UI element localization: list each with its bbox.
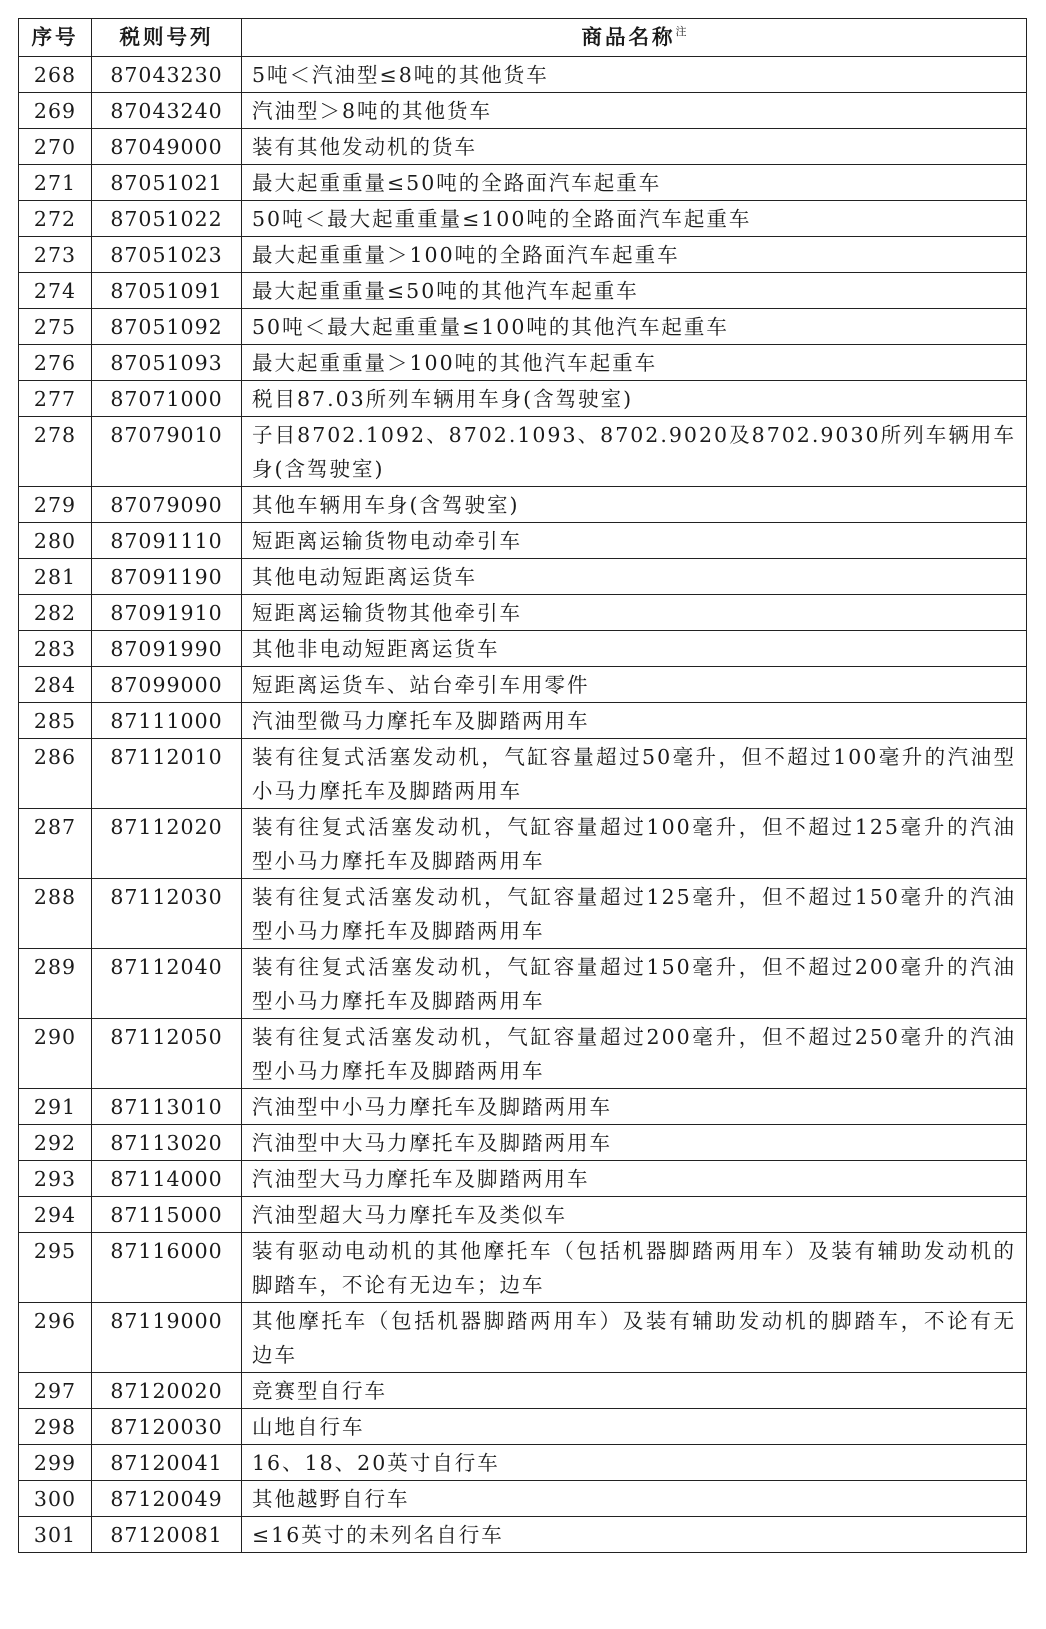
cell-product-name: 短距离运输货物其他牵引车 — [242, 595, 1027, 631]
cell-tariff-code: 87091910 — [92, 595, 242, 631]
cell-seq: 269 — [19, 93, 92, 129]
header-row — [19, 19, 1027, 57]
cell-tariff-code: 87113020 — [92, 1125, 242, 1161]
cell-product-name: 短距离运货车、站台牵引车用零件 — [242, 667, 1027, 703]
cell-seq: 286 — [19, 739, 92, 809]
cell-product-name: 装有往复式活塞发动机，气缸容量超过100毫升，但不超过125毫升的汽油型小马力摩托车及脚踏两用车 — [242, 809, 1027, 879]
table-row — [19, 237, 1027, 273]
table-row — [19, 1019, 1027, 1089]
table-row — [19, 523, 1027, 559]
cell-tariff-code: 87049000 — [92, 129, 242, 165]
table-row — [19, 879, 1027, 949]
table-row — [19, 309, 1027, 345]
cell-seq: 271 — [19, 165, 92, 201]
cell-tariff-code: 87120020 — [92, 1373, 242, 1409]
cell-product-name: 装有往复式活塞发动机，气缸容量超过125毫升，但不超过150毫升的汽油型小马力摩托车及脚踏两用车 — [242, 879, 1027, 949]
cell-tariff-code: 87120081 — [92, 1517, 242, 1553]
table-row — [19, 345, 1027, 381]
table-row — [19, 595, 1027, 631]
cell-seq: 281 — [19, 559, 92, 595]
cell-seq: 298 — [19, 1409, 92, 1445]
cell-tariff-code: 87079090 — [92, 487, 242, 523]
table-row — [19, 809, 1027, 879]
cell-seq: 284 — [19, 667, 92, 703]
cell-seq: 299 — [19, 1445, 92, 1481]
cell-product-name: 短距离运输货物电动牵引车 — [242, 523, 1027, 559]
cell-seq: 279 — [19, 487, 92, 523]
header-name-label: 商品名称 — [581, 25, 676, 49]
cell-seq: 293 — [19, 1161, 92, 1197]
table-row — [19, 1303, 1027, 1373]
cell-tariff-code: 87091110 — [92, 523, 242, 559]
cell-tariff-code: 87043230 — [92, 57, 242, 93]
cell-tariff-code: 87111000 — [92, 703, 242, 739]
cell-seq: 292 — [19, 1125, 92, 1161]
cell-seq: 297 — [19, 1373, 92, 1409]
cell-seq: 276 — [19, 345, 92, 381]
cell-tariff-code: 87115000 — [92, 1197, 242, 1233]
cell-seq: 287 — [19, 809, 92, 879]
table-row — [19, 1373, 1027, 1409]
table-row — [19, 703, 1027, 739]
table-row — [19, 559, 1027, 595]
table-row — [19, 1517, 1027, 1553]
cell-tariff-code: 87051021 — [92, 165, 242, 201]
cell-tariff-code: 87114000 — [92, 1161, 242, 1197]
cell-product-name: 50吨＜最大起重重量≤100吨的其他汽车起重车 — [242, 309, 1027, 345]
cell-product-name: 装有往复式活塞发动机，气缸容量超过50毫升，但不超过100毫升的汽油型小马力摩托车及脚踏两用车 — [242, 739, 1027, 809]
table-body — [19, 57, 1027, 1553]
cell-product-name: 装有其他发动机的货车 — [242, 129, 1027, 165]
table-row — [19, 1233, 1027, 1303]
cell-product-name: 最大起重重量＞100吨的其他汽车起重车 — [242, 345, 1027, 381]
table-row — [19, 381, 1027, 417]
table-row — [19, 1125, 1027, 1161]
cell-tariff-code: 87043240 — [92, 93, 242, 129]
cell-product-name: 税目87.03所列车辆用车身(含驾驶室) — [242, 381, 1027, 417]
cell-tariff-code: 87119000 — [92, 1303, 242, 1373]
cell-product-name: 汽油型大马力摩托车及脚踏两用车 — [242, 1161, 1027, 1197]
cell-product-name: 竞赛型自行车 — [242, 1373, 1027, 1409]
cell-tariff-code: 87091990 — [92, 631, 242, 667]
cell-product-name: 汽油型＞8吨的其他货车 — [242, 93, 1027, 129]
cell-seq: 301 — [19, 1517, 92, 1553]
cell-product-name: 50吨＜最大起重重量≤100吨的全路面汽车起重车 — [242, 201, 1027, 237]
cell-product-name: 汽油型微马力摩托车及脚踏两用车 — [242, 703, 1027, 739]
cell-tariff-code: 87112030 — [92, 879, 242, 949]
cell-tariff-code: 87051023 — [92, 237, 242, 273]
cell-seq: 282 — [19, 595, 92, 631]
cell-seq: 289 — [19, 949, 92, 1019]
cell-product-name: 最大起重重量＞100吨的全路面汽车起重车 — [242, 237, 1027, 273]
cell-seq: 270 — [19, 129, 92, 165]
cell-product-name: 最大起重重量≤50吨的全路面汽车起重车 — [242, 165, 1027, 201]
cell-seq: 280 — [19, 523, 92, 559]
cell-seq: 300 — [19, 1481, 92, 1517]
cell-tariff-code: 87051092 — [92, 309, 242, 345]
cell-seq: 274 — [19, 273, 92, 309]
cell-product-name: 5吨＜汽油型≤8吨的其他货车 — [242, 57, 1027, 93]
cell-seq: 277 — [19, 381, 92, 417]
header-name — [242, 19, 1027, 57]
table-row — [19, 1197, 1027, 1233]
table-row — [19, 1445, 1027, 1481]
cell-seq: 291 — [19, 1089, 92, 1125]
table-row — [19, 93, 1027, 129]
table-row — [19, 667, 1027, 703]
cell-seq: 283 — [19, 631, 92, 667]
table-row — [19, 631, 1027, 667]
cell-tariff-code: 87051022 — [92, 201, 242, 237]
cell-tariff-code: 87120049 — [92, 1481, 242, 1517]
cell-tariff-code: 87113010 — [92, 1089, 242, 1125]
cell-tariff-code: 87099000 — [92, 667, 242, 703]
cell-product-name: 其他摩托车（包括机器脚踏两用车）及装有辅助发动机的脚踏车，不论有无边车 — [242, 1303, 1027, 1373]
table-row — [19, 165, 1027, 201]
tariff-table — [18, 18, 1027, 1553]
cell-product-name: 汽油型超大马力摩托车及类似车 — [242, 1197, 1027, 1233]
cell-product-name: 其他电动短距离运货车 — [242, 559, 1027, 595]
cell-seq: 285 — [19, 703, 92, 739]
cell-tariff-code: 87120030 — [92, 1409, 242, 1445]
table-row — [19, 1409, 1027, 1445]
cell-tariff-code: 87112040 — [92, 949, 242, 1019]
cell-product-name: 其他车辆用车身(含驾驶室) — [242, 487, 1027, 523]
table-row — [19, 57, 1027, 93]
table-row — [19, 1089, 1027, 1125]
cell-tariff-code: 87112020 — [92, 809, 242, 879]
cell-product-name: 装有往复式活塞发动机，气缸容量超过200毫升，但不超过250毫升的汽油型小马力摩托车及脚踏两用车 — [242, 1019, 1027, 1089]
cell-seq: 275 — [19, 309, 92, 345]
cell-product-name: 汽油型中小马力摩托车及脚踏两用车 — [242, 1089, 1027, 1125]
cell-tariff-code: 87116000 — [92, 1233, 242, 1303]
table-row — [19, 1481, 1027, 1517]
cell-tariff-code: 87051091 — [92, 273, 242, 309]
cell-seq: 272 — [19, 201, 92, 237]
table-row — [19, 949, 1027, 1019]
table-row — [19, 739, 1027, 809]
header-seq: 序号 — [19, 19, 92, 57]
cell-tariff-code: 87071000 — [92, 381, 242, 417]
cell-seq: 290 — [19, 1019, 92, 1089]
cell-tariff-code: 87051093 — [92, 345, 242, 381]
cell-product-name: 最大起重重量≤50吨的其他汽车起重车 — [242, 273, 1027, 309]
table-row — [19, 1161, 1027, 1197]
cell-tariff-code: 87120041 — [92, 1445, 242, 1481]
cell-product-name: 山地自行车 — [242, 1409, 1027, 1445]
cell-tariff-code: 87091190 — [92, 559, 242, 595]
table-header — [19, 19, 1027, 57]
cell-seq: 288 — [19, 879, 92, 949]
cell-seq: 273 — [19, 237, 92, 273]
cell-seq: 268 — [19, 57, 92, 93]
cell-seq: 296 — [19, 1303, 92, 1373]
cell-seq: 295 — [19, 1233, 92, 1303]
table-row — [19, 417, 1027, 487]
table-row — [19, 487, 1027, 523]
table-row — [19, 129, 1027, 165]
cell-seq: 294 — [19, 1197, 92, 1233]
cell-seq: 278 — [19, 417, 92, 487]
table-row — [19, 201, 1027, 237]
cell-product-name: 装有往复式活塞发动机，气缸容量超过150毫升，但不超过200毫升的汽油型小马力摩托车及脚踏两用车 — [242, 949, 1027, 1019]
cell-product-name: 汽油型中大马力摩托车及脚踏两用车 — [242, 1125, 1027, 1161]
cell-product-name: 16、18、20英寸自行车 — [242, 1445, 1027, 1481]
table-row — [19, 273, 1027, 309]
cell-tariff-code: 87112050 — [92, 1019, 242, 1089]
cell-product-name: 子目8702.1092、8702.1093、8702.9020及8702.9030所列车辆用车身(含驾驶室) — [242, 417, 1027, 487]
header-name-note: 注 — [675, 25, 687, 38]
cell-tariff-code: 87079010 — [92, 417, 242, 487]
cell-tariff-code: 87112010 — [92, 739, 242, 809]
cell-product-name: ≤16英寸的未列名自行车 — [242, 1517, 1027, 1553]
cell-product-name: 其他非电动短距离运货车 — [242, 631, 1027, 667]
header-code: 税则号列 — [92, 19, 242, 57]
cell-product-name: 其他越野自行车 — [242, 1481, 1027, 1517]
cell-product-name: 装有驱动电动机的其他摩托车（包括机器脚踏两用车）及装有辅助发动机的脚踏车，不论有无边车；边车 — [242, 1233, 1027, 1303]
